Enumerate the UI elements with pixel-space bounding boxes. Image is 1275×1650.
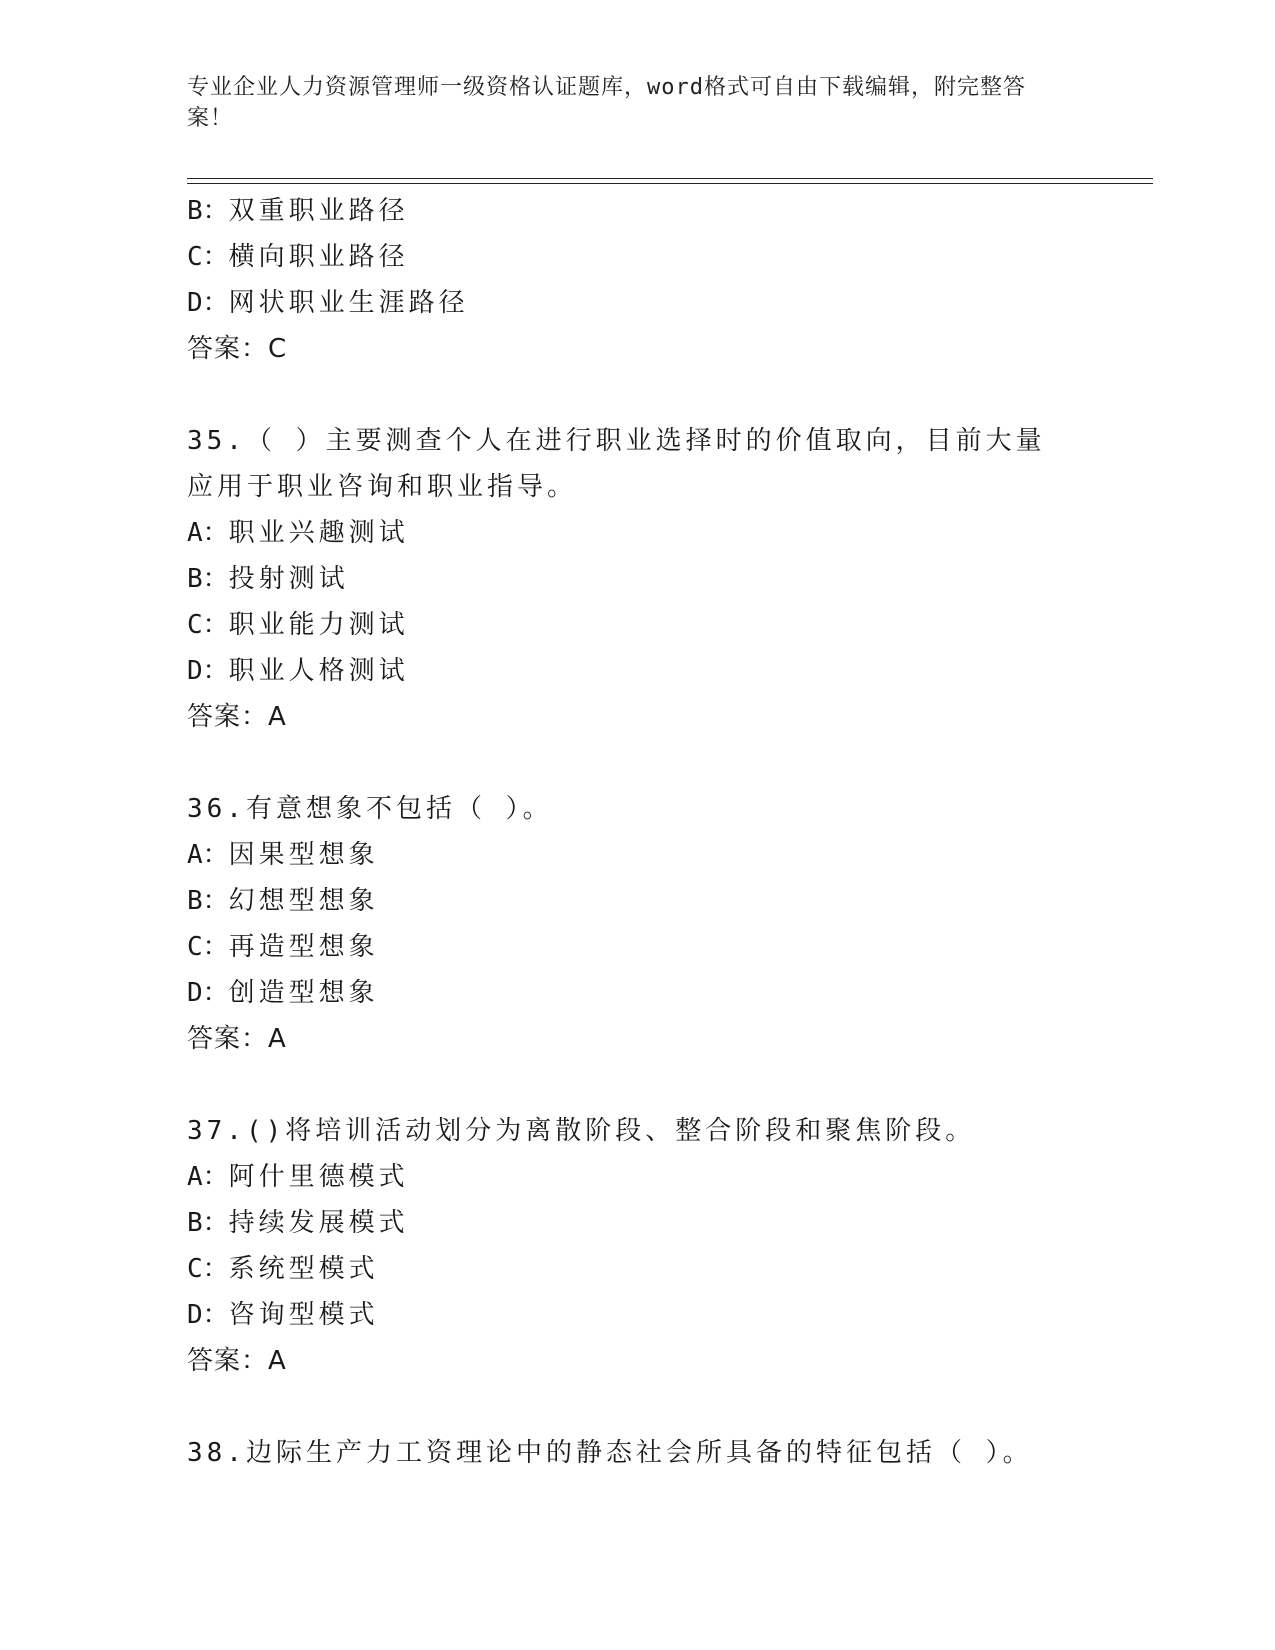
option-c [187,234,1087,280]
option-c [187,602,1087,648]
option-letter: B： [187,1208,229,1238]
answer-line: 答案：A [187,1024,287,1054]
header-rule-bottom [187,183,1153,184]
option-letter: A： [187,840,229,870]
option-text: 横向职业路径 [228,242,409,272]
answer-line: 答案：C [187,334,288,364]
option-a [187,832,1087,878]
option-letter: D： [187,288,229,318]
answer-line: 答案：A [187,1346,287,1376]
question-list [187,188,1087,1476]
page-header: 专业企业人力资源管理师一级资格认证题库，word格式可自由下载编辑，附完整答案！ [187,75,1026,131]
option-text: 双重职业路径 [228,196,409,226]
option-d [187,970,1087,1016]
question-block [187,1108,1087,1384]
option-text: 网状职业生涯路径 [228,288,469,318]
option-letter: D： [187,656,229,686]
option-text: 因果型想象 [228,840,379,870]
question-text: 35.（ ）主要测查个人在进行职业选择时的价值取向，目前大量应用于职业咨询和职业指导。 [187,426,1046,502]
block-spacer [187,372,1087,418]
option-text: 职业能力测试 [228,610,409,640]
option-letter: C： [187,1254,229,1284]
option-text: 再造型想象 [228,932,379,962]
question-text: 37.()将培训活动划分为离散阶段、整合阶段和聚焦阶段。 [187,1116,976,1146]
header-rule-top [187,178,1153,179]
option-b [187,1200,1087,1246]
option-text: 职业兴趣测试 [228,518,409,548]
option-b [187,188,1087,234]
option-letter: B： [187,564,229,594]
option-text: 投射测试 [228,564,349,594]
option-d [187,1292,1087,1338]
block-spacer [187,1062,1087,1108]
option-c [187,924,1087,970]
option-d [187,280,1087,326]
option-letter: D： [187,978,229,1008]
option-c [187,1246,1087,1292]
option-b [187,878,1087,924]
option-letter: A： [187,518,229,548]
option-text: 阿什里德模式 [228,1162,409,1192]
option-text: 幻想型想象 [228,886,379,916]
question-block [187,188,1087,372]
option-letter: B： [187,886,229,916]
option-d [187,648,1087,694]
block-spacer [187,1384,1087,1430]
option-a [187,1154,1087,1200]
question-block [187,786,1087,1062]
answer-line: 答案：A [187,702,287,732]
option-text: 创造型想象 [228,978,379,1008]
option-letter: C： [187,242,229,272]
block-spacer [187,740,1087,786]
option-letter: D： [187,1300,229,1330]
question-text: 36.有意想象不包括（ ）。 [187,794,553,824]
option-text: 持续发展模式 [228,1208,409,1238]
option-b [187,556,1087,602]
question-block [187,418,1087,740]
question-text: 38.边际生产力工资理论中的静态社会所具备的特征包括（ ）。 [187,1438,1033,1468]
option-a [187,510,1087,556]
option-letter: C： [187,610,229,640]
option-letter: B： [187,196,229,226]
option-text: 职业人格测试 [228,656,409,686]
option-letter: C： [187,932,229,962]
question-block [187,1430,1087,1476]
option-text: 咨询型模式 [228,1300,379,1330]
option-letter: A： [187,1162,229,1192]
option-text: 系统型模式 [228,1254,379,1284]
